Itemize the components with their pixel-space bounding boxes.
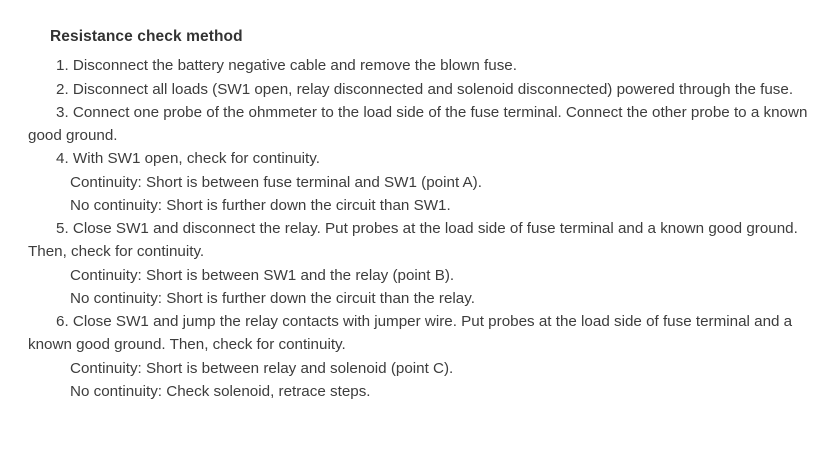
procedure-step: 1. Disconnect the battery negative cable and remove the blown fuse.: [56, 57, 517, 75]
procedure-step: 6. Close SW1 and jump the relay contacts with jumper wire. Put probes at the load side of fuse terminal and a known good ground. Then, check for continuity.: [28, 313, 793, 354]
procedure-substep: Continuity: Short is between SW1 and the relay (point B).: [70, 266, 455, 284]
procedure-substep: Continuity: Short is between fuse terminal and SW1 (point A).: [70, 173, 482, 191]
procedure-substep: No continuity: Check solenoid, retrace steps.: [70, 382, 371, 400]
procedure-step: 3. Connect one probe of the ohmmeter to the load side of the fuse terminal. Connect the other probe to a known good ground.: [28, 103, 808, 145]
page-title: Resistance check method: [50, 28, 243, 45]
procedure-substep: No continuity: Short is further down the circuit than SW1.: [70, 196, 451, 214]
procedure-substep: No continuity: Short is further down the circuit than the relay.: [70, 289, 475, 307]
procedure-step: 5. Close SW1 and disconnect the relay. Put probes at the load side of fuse terminal and a known good ground. Then, check for continuity.: [28, 220, 798, 261]
procedure-step: 2. Disconnect all loads (SW1 open, relay disconnected and solenoid disconnected) powered through the fuse.: [56, 80, 794, 98]
procedure-step: 4. With SW1 open, check for continuity.: [56, 150, 320, 168]
procedure-substep: Continuity: Short is between relay and solenoid (point C).: [70, 359, 454, 377]
